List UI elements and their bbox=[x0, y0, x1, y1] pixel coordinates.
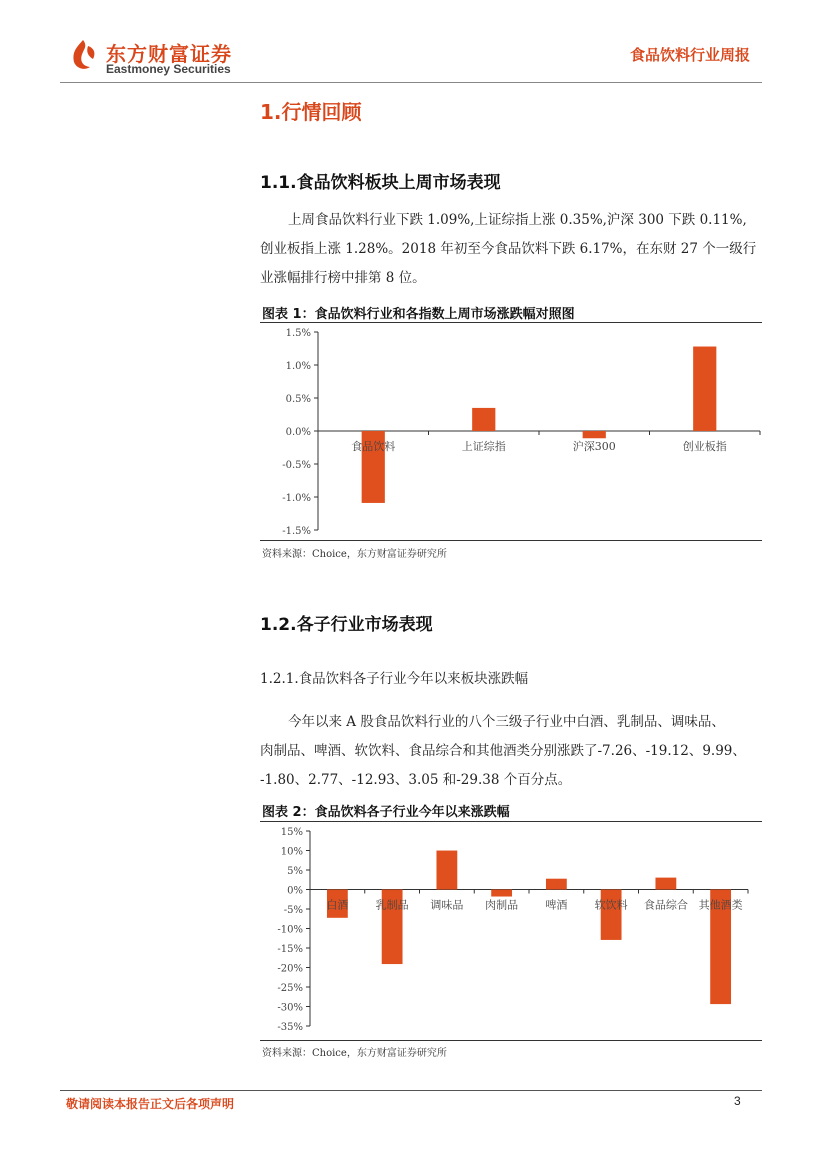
bar bbox=[491, 890, 512, 897]
y-tick-label: -0.5% bbox=[282, 460, 311, 471]
bar bbox=[693, 347, 716, 431]
x-category-label: 啤酒 bbox=[545, 898, 568, 912]
x-category-label: 食品综合 bbox=[643, 898, 688, 912]
section-1-1-title: 1.1.食品饮料板块上周市场表现 bbox=[260, 173, 501, 193]
bar bbox=[472, 408, 495, 431]
figure-2-bottom-rule bbox=[260, 1040, 762, 1041]
x-category-label: 创业板指 bbox=[682, 440, 727, 453]
section-1-title: 1.行情回顾 bbox=[260, 100, 362, 124]
section-1-1-paragraph bbox=[260, 206, 760, 293]
logo-text-cn: 东方财富证券 bbox=[106, 42, 232, 66]
bar bbox=[655, 878, 676, 890]
footer-divider bbox=[60, 1090, 762, 1091]
bar bbox=[436, 851, 457, 890]
x-category-label: 沪深300 bbox=[572, 440, 616, 453]
footer-disclaimer: 敬请阅读本报告正文后各项声明 bbox=[66, 1097, 235, 1111]
page-number: 3 bbox=[734, 1094, 741, 1108]
eastmoney-logo-icon bbox=[66, 38, 100, 72]
x-category-label: 上证综指 bbox=[461, 440, 506, 453]
report-type: 食品饮料行业周报 bbox=[629, 46, 750, 64]
y-tick-label: 15% bbox=[280, 827, 303, 838]
section-1-2-title: 1.2.各子行业市场表现 bbox=[260, 615, 433, 635]
bar bbox=[546, 879, 567, 890]
logo-text-en: Eastmoney Securities bbox=[106, 62, 231, 76]
figure-1-title: 图表 1：食品饮料行业和各指数上周市场涨跌幅对照图 bbox=[262, 307, 575, 322]
para-line: 今年以来 A 股食品饮料行业的八个三级子行业中白酒、乳制品、调味品、 bbox=[288, 714, 725, 730]
bar bbox=[583, 431, 606, 438]
para-line: 业涨幅排行榜中排第 8 位。 bbox=[260, 270, 426, 286]
section-1-2-1-title: 1.2.1.食品饮料各子行业今年以来板块涨跌幅 bbox=[260, 671, 529, 687]
y-tick-label: 1.5% bbox=[285, 328, 311, 339]
y-tick-label: -20% bbox=[277, 963, 303, 975]
figure-2-title: 图表 2：食品饮料各子行业今年以来涨跌幅 bbox=[262, 805, 510, 820]
y-tick-label: -35% bbox=[277, 1022, 303, 1033]
y-tick-label: 10% bbox=[280, 846, 303, 858]
y-tick-label: -15% bbox=[277, 944, 303, 955]
x-category-label: 乳制品 bbox=[375, 898, 409, 912]
figure-2-chart bbox=[260, 822, 762, 1040]
section-1-2-1-paragraph bbox=[260, 708, 760, 795]
x-category-label: 其他酒类 bbox=[698, 898, 743, 912]
para-line: -1.80、2.77、-12.93、3.05 和-29.38 个百分点。 bbox=[260, 772, 572, 788]
para-line: 创业板指上涨 1.28%。2018 年初至今食品饮料下跌 6.17%，在东财 27 个一级行 bbox=[260, 241, 757, 257]
figure-1-bottom-rule bbox=[260, 540, 762, 541]
y-tick-label: 0% bbox=[287, 885, 303, 897]
y-tick-label: -1.5% bbox=[282, 526, 311, 537]
x-category-label: 肉制品 bbox=[485, 898, 519, 912]
x-category-label: 软饮料 bbox=[594, 898, 628, 912]
y-tick-label: 1.0% bbox=[285, 361, 311, 372]
header-divider bbox=[60, 82, 762, 83]
bar bbox=[601, 890, 622, 940]
y-tick-label: -30% bbox=[277, 1002, 303, 1014]
x-category-label: 白酒 bbox=[326, 898, 349, 912]
para-line: 肉制品、啤酒、软饮料、食品综合和其他酒类分别涨跌了-7.26、-19.12、9.99、 bbox=[260, 743, 746, 759]
figure-1-source: 资料来源：Choice，东方财富证券研究所 bbox=[262, 549, 447, 560]
x-category-label: 食品饮料 bbox=[351, 440, 396, 453]
y-tick-label: -1.0% bbox=[282, 493, 311, 504]
y-tick-label: 5% bbox=[287, 866, 303, 877]
x-category-label: 调味品 bbox=[430, 898, 464, 912]
y-tick-label: -10% bbox=[277, 924, 303, 936]
figure-1-top-rule bbox=[260, 322, 762, 323]
figure-2-source: 资料来源：Choice，东方财富证券研究所 bbox=[262, 1048, 447, 1059]
y-tick-label: -25% bbox=[277, 983, 303, 994]
y-tick-label: 0.5% bbox=[285, 394, 311, 405]
figure-1-chart bbox=[260, 324, 762, 540]
y-tick-label: -5% bbox=[283, 905, 303, 916]
y-tick-label: 0.0% bbox=[285, 427, 311, 438]
para-line: 上周食品饮料行业下跌 1.09%,上证综指上涨 0.35%,沪深 300 下跌 0.11%, bbox=[288, 212, 747, 228]
